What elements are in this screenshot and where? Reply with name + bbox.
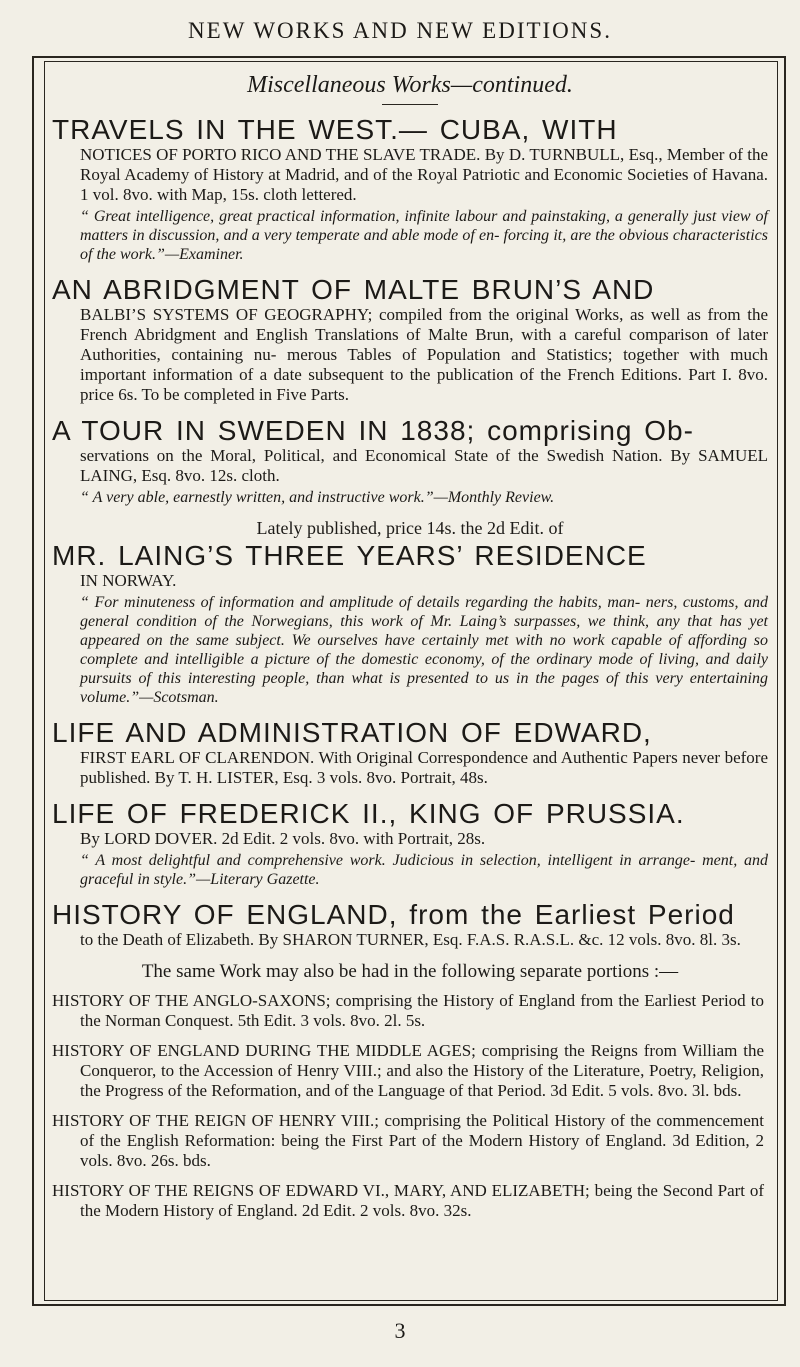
review-quote: “ For minuteness of information and amplitude of details regarding the habits, man- ners, customs, and general condition of the Norwegians, this work of Mr. Laing’s surpasses, we think, any that has yet appeared on the same subject. We ourselves have certainly met with no work capable of affording so complete and intelligible a picture of the domestic economy, of the ordinary mode of living, and daily pursuits of this interesting people, than what is presented to us in the pages of this very entertaining volume.”—Scotsman. [80,594,768,706]
review-quote: “ A very able, earnestly written, and instructive work.”—Monthly Review. [80,489,555,506]
lately-published-note: Lately published, price 14s. the 2d Edit. of [256,518,564,538]
entry-heading: AN ABRIDGMENT OF MALTE BRUN’S AND [52,274,655,305]
portion-edward-mary-elizabeth: HISTORY OF THE REIGNS OF EDWARD VI., MARY, AND ELIZABETH; being the Second Part of the Modern History of England. 2d Edit. 2 vols. 8vo. 32s. [52,1181,764,1220]
entry-heading: LIFE OF FREDERICK II., KING OF PRUSSIA. [52,798,685,829]
entry-description: servations on the Moral, Political, and Economical State of the Swedish Nation. By SAMUEL LAING, Esq. 8vo. 12s. cloth. [80,446,768,485]
portion-middle-ages: HISTORY OF ENGLAND DURING THE MIDDLE AGES; comprising the Reigns from William the Conqueror, to the Accession of Henry VIII.; and also the History of the Literature, Poetry, Religion, the Progress of the Reformation, and of the Language of that Period. 3d Edit. 5 vols. 8vo. 3l. bds. [52,1041,764,1100]
entry-description: IN NORWAY. [80,571,177,590]
entry-travels-west [52,115,768,264]
entry-heading: HISTORY OF ENGLAND, from the Earliest Period [52,899,735,930]
separate-portions-note: The same Work may also be had in the following separate portions :— [141,961,679,982]
entry-description: FIRST EARL OF CLARENDON. With Original Correspondence and Authentic Papers never before published. By T. H. LISTER, Esq. 3 vols. 8vo. Portrait, 48s. [80,748,768,787]
entry-heading: LIFE AND ADMINISTRATION OF EDWARD, [52,717,652,748]
entry-heading: MR. LAING’S THREE YEARS’ RESIDENCE [52,540,647,571]
entry-malte-brun [52,275,768,405]
review-quote: “ A most delightful and comprehensive work. Judicious in selection, intelligent in arrange- ment, and graceful in style.”—Literary Gazette. [80,852,768,888]
entry-description: BALBI’S SYSTEMS OF GEOGRAPHY; compiled from the original Works, as well as from the French Abridgment and English Translations of Malte Brun, with a careful comparison of later Authorities, containing nu- merous Tables of Population and Statistics; together with much important information of a date subsequent to the publication of the French Editions. Part I. 8vo. price 6s. To be completed in Five Parts. [80,305,768,404]
title-rule [382,104,438,105]
entry-clarendon [52,718,768,788]
section-title: Miscellaneous Works—continued. [247,72,573,98]
entry-frederick-ii [52,799,768,889]
page-number: 3 [394,1318,406,1343]
page-content [52,70,768,1231]
entry-description: NOTICES OF PORTO RICO AND THE SLAVE TRADE. By D. TURNBULL, Esq., Member of the Royal Academy of History at Madrid, and of the Royal Patriotic and Economic Societies of Havana. 1 vol. 8vo. with Map, 15s. cloth lettered. [80,145,768,204]
entry-laing-norway [52,518,768,707]
portion-henry-viii: HISTORY OF THE REIGN OF HENRY VIII.; comprising the Political History of the commencement of the English Reformation: being the First Part of the Modern History of England. 3d Edition, 2 vols. 8vo. 26s. bds. [52,1111,764,1170]
entry-tour-sweden [52,416,768,507]
portion-anglo-saxons: HISTORY OF THE ANGLO-SAXONS; comprising the History of England from the Earliest Period to the Norman Conquest. 5th Edit. 3 vols. 8vo. 2l. 5s. [52,991,764,1030]
entry-heading: A TOUR IN SWEDEN IN 1838; comprising Ob- [52,415,694,446]
running-head: NEW WORKS AND NEW EDITIONS. [188,18,612,43]
entry-heading: TRAVELS IN THE WEST.— CUBA, WITH [52,114,618,145]
entry-description: to the Death of Elizabeth. By SHARON TURNER, Esq. F.A.S. R.A.S.L. &c. 12 vols. 8vo. 8l. 3s. [80,930,741,949]
review-quote: “ Great intelligence, great practical information, infinite labour and painstaking, a generally just view of matters in discussion, and a very temperate and able mode of en- forcing it, are the obvious characteristics of the work.”—Examiner. [80,208,768,263]
entry-description: By LORD DOVER. 2d Edit. 2 vols. 8vo. with Portrait, 28s. [80,829,486,848]
entry-history-england [52,900,768,950]
